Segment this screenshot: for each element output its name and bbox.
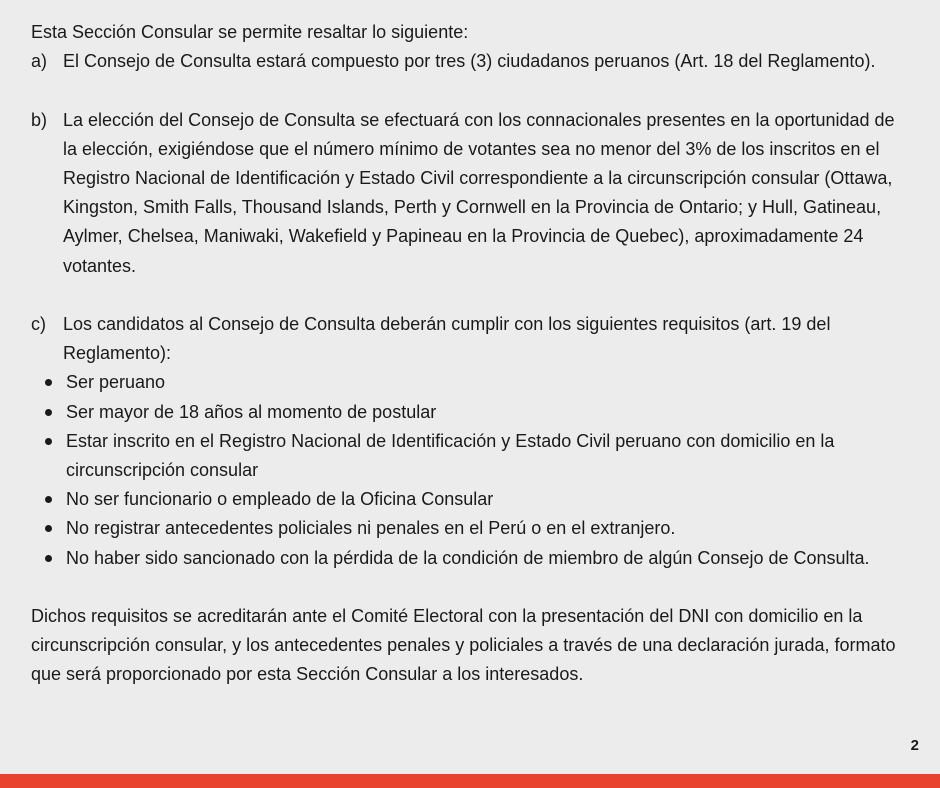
document-body — [31, 18, 911, 690]
requirement-text: No registrar antecedentes policiales ni penales en el Perú o en el extranjero. — [66, 518, 676, 539]
requirement-item — [42, 544, 911, 573]
requirement-item — [42, 485, 911, 514]
requirements-list — [31, 368, 911, 572]
requirement-text: No ser funcionario o empleado de la Oficina Consular — [66, 489, 494, 510]
requirement-item — [42, 514, 911, 543]
requirement-item — [42, 368, 911, 397]
requirement-text: Ser mayor de 18 años al momento de postular — [66, 401, 437, 422]
item-b-text: La elección del Consejo de Consulta se efectuará con los connacionales presentes en la oportunidad de la elección, exigiéndose que el número mínimo de votantes sea no menor del 3% de los inscritos en el Registro Nacional de Identificación y Estado Civil correspondiente a la circunscripción consular (Ottawa, Kingston, Smith Falls, Thousand Islands, Perth y Cornwell en la Provincia de Ontario; y Hull, Gatineau, Aylmer, Chelsea, Maniwaki, Wakefield y Papineau en la Provincia de Quebec), aproximadamente 24 votantes. — [63, 109, 895, 276]
bullet-icon — [42, 514, 66, 543]
bullet-icon — [42, 485, 66, 514]
bullet-icon — [42, 368, 66, 397]
paragraph-spacer — [31, 281, 911, 310]
requirement-item — [42, 427, 911, 485]
accent-bar — [0, 774, 940, 788]
requirement-item — [42, 398, 911, 427]
item-c — [31, 310, 911, 368]
requirement-text: No haber sido sancionado con la pérdida de la condición de miembro de algún Consejo de Consulta. — [66, 547, 870, 568]
paragraph-spacer — [31, 76, 911, 105]
item-c-text: Los candidatos al Consejo de Consulta deberán cumplir con los siguientes requisitos (art. 19 del Reglamento): — [63, 314, 831, 364]
bullet-icon — [42, 544, 66, 573]
requirement-text: Ser peruano — [66, 372, 166, 393]
page-number: 2 — [910, 737, 919, 754]
item-c-marker: c) — [31, 314, 46, 334]
item-a-text: El Consejo de Consulta estará compuesto por tres (3) ciudadanos peruanos (Art. 18 del Reglamento). — [63, 51, 876, 72]
item-a-marker: a) — [31, 51, 48, 72]
paragraph-spacer — [31, 573, 911, 602]
requirement-text: Estar inscrito en el Registro Nacional de Identificación y Estado Civil peruano con domicilio en la circunscripción consular — [66, 430, 835, 481]
item-a — [31, 47, 911, 76]
item-b-marker: b) — [31, 109, 48, 130]
bullet-icon — [42, 398, 66, 427]
item-b — [31, 106, 911, 281]
intro-text: Esta Sección Consular se permite resaltar lo siguiente: — [31, 22, 469, 42]
closing-text: Dichos requisitos se acreditarán ante el Comité Electoral con la presentación del DNI con domicilio en la circunscripción consular, y los antecedentes penales y policiales a través de una declaración jurada, formato que será proporcionado por esta Sección Consular a los interesados. — [31, 606, 896, 685]
bullet-icon — [42, 427, 66, 485]
